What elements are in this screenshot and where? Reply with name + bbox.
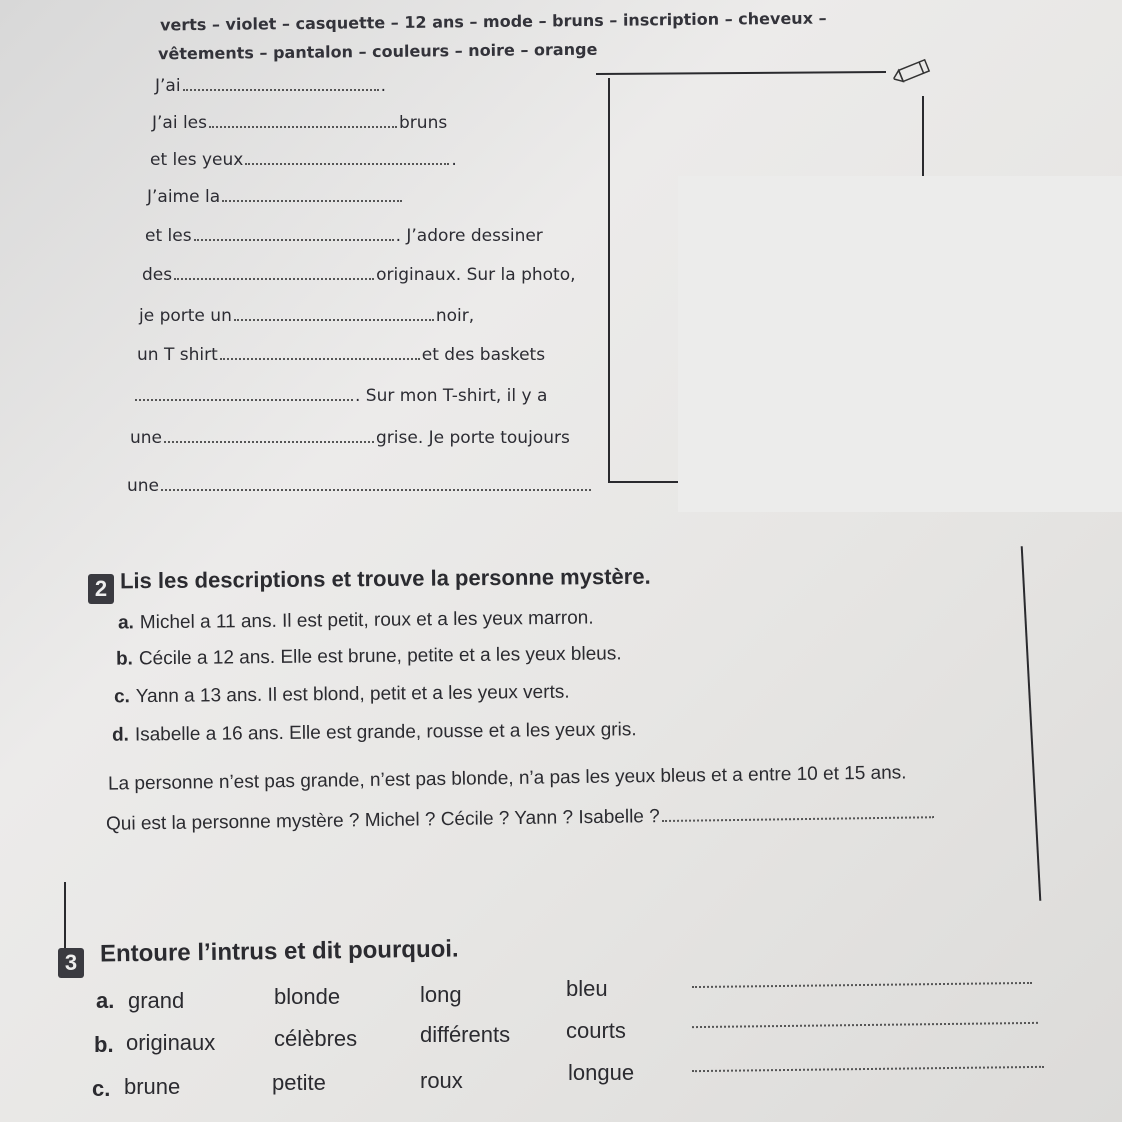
fill-line-7: je porte un noir,: [139, 306, 475, 326]
fill-line-6: des originaux. Sur la photo,: [142, 265, 576, 285]
description-d: d. Isabelle a 16 ans. Elle est grande, rousse et a les yeux gris.: [111, 719, 637, 746]
answer-blank[interactable]: [164, 440, 374, 443]
fill-line-11: une: [127, 476, 593, 496]
answer-line-a[interactable]: [692, 982, 1032, 988]
mystery-clue: La personne n’est pas grande, n’est pas blonde, n’a pas les yeux bleus et a entre 10 et 15 ans.: [107, 762, 907, 795]
fill-line-10: une grise. Je porte toujours: [130, 428, 570, 448]
fill-line-1: J’ai .: [155, 76, 386, 96]
row-a-letter: a.: [96, 988, 115, 1013]
fill-line-5: et les . J’adore dessiner: [145, 226, 543, 246]
pencil-icon: [890, 55, 936, 87]
word-bank-line-1: verts – violet – casquette – 12 ans – mode – bruns – inscription – cheveux –: [159, 8, 827, 35]
exercise-number-badge: 3: [58, 948, 84, 978]
answer-blank[interactable]: [183, 88, 379, 91]
mystery-question: Qui est la personne mystère ? Michel ? Cécile ? Yann ? Isabelle ?: [106, 802, 936, 836]
answer-line-b[interactable]: [692, 1022, 1038, 1028]
answer-blank[interactable]: [222, 199, 402, 202]
row-b-letter: b.: [94, 1032, 114, 1057]
description-c: c. Yann a 13 ans. Il est blond, petit et a les yeux verts.: [113, 681, 570, 708]
fill-line-4: J’aime la: [147, 187, 404, 207]
word-bank-line-2: vêtements – pantalon – couleurs – noire – orange: [157, 39, 598, 64]
answer-blank[interactable]: [245, 162, 449, 165]
frame-left-line: [608, 78, 610, 483]
word-bleu[interactable]: bleu: [566, 976, 608, 1001]
word-roux[interactable]: roux: [420, 1068, 463, 1093]
word-blonde[interactable]: blonde: [274, 984, 341, 1009]
word-courts[interactable]: courts: [566, 1018, 626, 1043]
word-grand[interactable]: grand: [128, 988, 185, 1013]
answer-blank[interactable]: [174, 277, 374, 280]
exercise-3-title: Entoure l’intrus et dit pourquoi.: [99, 935, 459, 968]
word-brune[interactable]: brune: [124, 1074, 181, 1099]
answer-blank[interactable]: [194, 238, 394, 241]
word-petite[interactable]: petite: [272, 1070, 326, 1095]
word-differents[interactable]: différents: [420, 1022, 511, 1047]
description-b: b. Cécile a 12 ans. Elle est brune, petite et a les yeux bleus.: [115, 643, 622, 670]
fill-line-2: J’ai les bruns: [152, 113, 448, 133]
word-longue[interactable]: longue: [568, 1060, 635, 1085]
exercise-2-right-border: [1021, 546, 1042, 901]
answer-line-c[interactable]: [692, 1066, 1044, 1072]
answer-blank[interactable]: [209, 125, 397, 128]
answer-blank[interactable]: [234, 318, 434, 321]
exercise-number-badge: 2: [88, 574, 114, 604]
answer-blank[interactable]: [662, 815, 934, 822]
frame-top-line: [596, 71, 886, 75]
overlay-paper: [678, 176, 1122, 512]
description-a: a. Michel a 11 ans. Il est petit, roux et a les yeux marron.: [117, 607, 594, 634]
word-originaux[interactable]: originaux: [126, 1030, 216, 1055]
fill-line-8: un T shirt et des baskets: [137, 345, 546, 365]
fill-line-9: . Sur mon T-shirt, il y a: [133, 386, 547, 406]
answer-blank[interactable]: [220, 357, 420, 360]
row-c-letter: c.: [92, 1076, 111, 1101]
fill-line-3: et les yeux .: [150, 150, 457, 170]
frame-right-line: [922, 96, 924, 178]
word-celebres[interactable]: célèbres: [274, 1026, 358, 1051]
exercise-2-title: Lis les descriptions et trouve la personne mystère.: [119, 563, 651, 594]
word-long[interactable]: long: [420, 982, 462, 1007]
answer-blank[interactable]: [161, 488, 591, 491]
exercise-3-left-border: [64, 882, 66, 952]
answer-blank[interactable]: [135, 398, 353, 401]
